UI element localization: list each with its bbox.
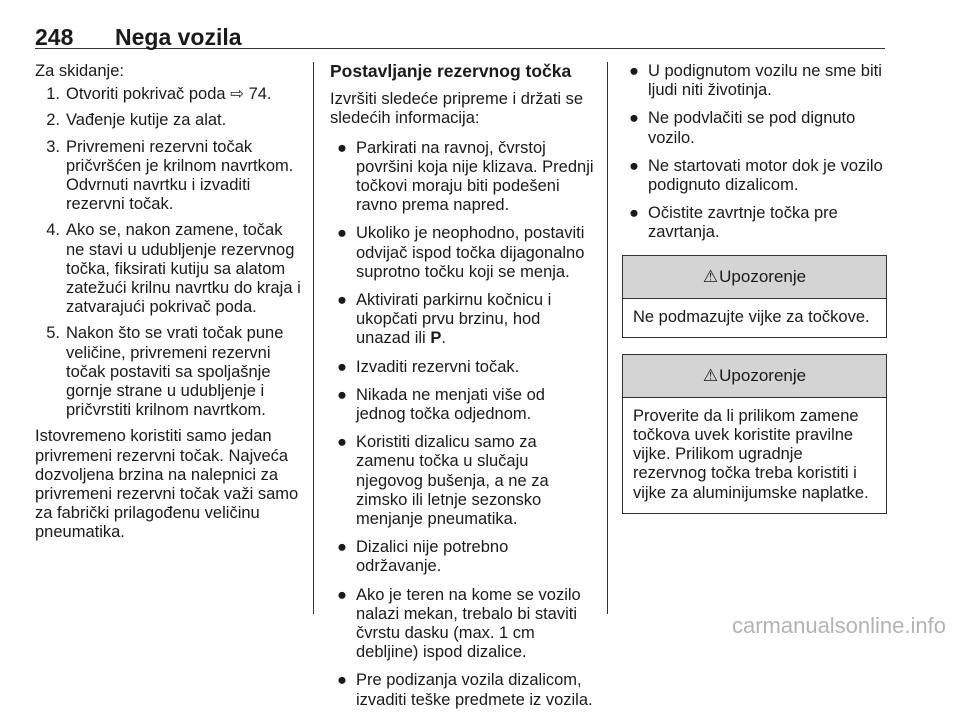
- bullet-icon: ●: [337, 291, 347, 310]
- step-number: 2.: [46, 111, 60, 130]
- list-item: [35, 221, 303, 317]
- warning-box-lubrication: [622, 255, 887, 338]
- section-heading: Postavljanje rezervnog točka: [330, 61, 572, 81]
- column-divider-1: [313, 62, 314, 614]
- intro-text: Izvršiti sledeće pripreme i držati se sledećih informacija:: [330, 90, 584, 128]
- list-item: ● Ako je teren na kome se vozilo nalazi mekan, trebalo bi staviti čvrstu dasku (max. 1 cm debljine) ispod dizalice.: [330, 586, 598, 663]
- list-item: [35, 85, 303, 104]
- bullet-icon: ●: [337, 224, 347, 243]
- column-divider-2: [607, 62, 608, 614]
- page-header: [35, 14, 885, 49]
- list-item: ● Pre podizanja vozila dizalicom, izvaditi teške predmete iz vozila.: [330, 671, 598, 709]
- list-item: ● Ne podvlačiti se pod dignuto vozilo.: [622, 109, 887, 147]
- list-item: ● U podignutom vozilu ne sme biti ljudi niti životinja.: [622, 62, 887, 100]
- warning-header: [623, 355, 886, 398]
- step-text: Vađenje kutije za alat.: [66, 111, 227, 130]
- list-item: [35, 138, 303, 215]
- warning-title: Upozorenje: [719, 366, 807, 386]
- warning-header: [623, 256, 886, 299]
- warning-triangle-icon: ⚠: [702, 366, 719, 386]
- column-middle: [330, 62, 598, 719]
- warning-box-bolts: [622, 354, 887, 514]
- bullet-icon: ●: [337, 585, 347, 604]
- step-text: Otvoriti pokrivač poda: [66, 85, 231, 104]
- step-text: Nakon što se vrati točak pune veličine, privremeni rezervni točak postaviti sa spoljašnje gornje strane u udubljenje i pričvrstiti krilnom navrtkom.: [66, 324, 284, 420]
- step-number: 4.: [46, 221, 60, 240]
- bullet-icon: ●: [629, 204, 639, 223]
- column-left: [35, 62, 303, 551]
- warning-text: Ne podmazujte vijke za točkove.: [633, 307, 870, 326]
- watermark-text: carmanualsonline.info: [731, 613, 946, 638]
- list-item: ● Ukoliko je neophodno, postaviti odvijač ispod točka dijagonalno suprotno točku koji se menja.: [330, 224, 598, 282]
- list-item: ● Ne startovati motor dok je vozilo podignuto dizalicom.: [622, 157, 887, 195]
- bullet-icon: ●: [337, 385, 347, 404]
- step-number: 3.: [46, 137, 60, 156]
- page-number: 248: [35, 24, 74, 50]
- intro-text: Za skidanje:: [35, 62, 124, 80]
- list-item: ● Koristiti dizalicu samo za zamenu točka u slučaju njegovog bušenja, a ne za zimsko ili letnje sezonsko menjanje pneumatika.: [330, 433, 598, 529]
- list-item: ● Očistite zavrtnje točka pre zavrtanja.: [622, 204, 887, 242]
- bullet-icon: ●: [337, 357, 347, 376]
- page-title: Nega vozila: [115, 24, 242, 50]
- bullet-icon: ●: [337, 138, 347, 157]
- step-number: 1.: [46, 85, 60, 104]
- list-item: ● Nikada ne menjati više od jednog točka odjednom.: [330, 386, 598, 424]
- list-item: ● Dizalici nije potrebno održavanje.: [330, 538, 598, 576]
- step-number: 5.: [46, 324, 60, 343]
- bullet-icon: ●: [337, 433, 347, 452]
- list-item: ● Parkirati na ravnoj, čvrstoj površini koja nije klizava. Prednji točkovi moraju biti podešeni ravno prema napred.: [330, 139, 598, 216]
- closing-paragraph: Istovremeno koristiti samo jedan privremeni rezervni točak. Najveća dozvoljena brzina na nalepnici za privremeni rezervni točak važi samo za fabrički prilagođenu veličinu pneumatika.: [35, 427, 299, 542]
- list-item: [35, 111, 303, 130]
- bullet-icon: ●: [629, 62, 639, 80]
- list-item: [35, 324, 303, 420]
- removal-steps: [35, 85, 303, 420]
- warning-title: Upozorenje: [719, 267, 807, 287]
- list-item: ● Izvaditi rezervni točak.: [330, 358, 598, 377]
- bullet-icon: ●: [337, 538, 347, 557]
- page-reference[interactable]: 74.: [248, 85, 272, 104]
- safety-list: [622, 62, 887, 243]
- warning-triangle-icon: ⚠: [702, 267, 719, 287]
- step-text: Privremeni rezervni točak pričvršćen je krilnom navrtkom. Odvrnuti navrtku i izvaditi rezervni točak.: [66, 137, 294, 214]
- column-right: [622, 62, 887, 530]
- step-text: Ako se, nakon zamene, točak ne stavi u udubljenje rezervnog točka, fiksirati kutiju sa alatom zatežući krilnu navrtku do kraja i zatvarajući pokrivač poda.: [66, 221, 301, 317]
- list-item: ● Aktivirati parkirnu kočnicu i ukopčati prvu brzinu, hod unazad ili P.: [330, 291, 598, 349]
- gear-p-label: P: [430, 329, 442, 348]
- preparation-list: [330, 139, 598, 710]
- bullet-icon: ●: [337, 671, 347, 690]
- bullet-icon: ●: [629, 109, 639, 128]
- warning-text: Proverite da li prilikom zamene točkova uvek koristite pravilne vijke. Prilikom ugradnje rezervnog točka treba koristiti i vijke za aluminijumske naplatke.: [633, 406, 869, 502]
- bullet-icon: ●: [629, 156, 639, 175]
- arrow-ref-icon: ⇨: [230, 85, 244, 104]
